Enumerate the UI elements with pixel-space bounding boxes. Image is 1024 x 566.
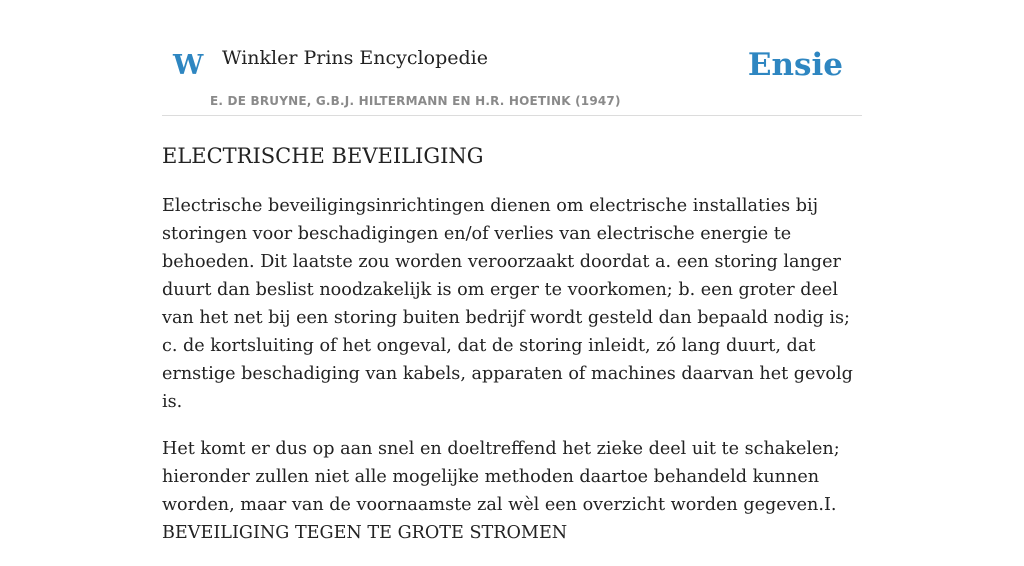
article-title: ELECTRISCHE BEVEILIGING: [162, 144, 484, 168]
source-title[interactable]: Winkler Prins Encyclopedie: [222, 47, 488, 69]
ensie-logo[interactable]: Ensie: [747, 47, 843, 83]
article-paragraph: Electrische beveiligingsinrichtingen dienen om electrische installaties bij storingen voor beschadigingen en/of verlies van electrische energie te behoeden. Dit laatste zou worden veroorzaakt doordat a. een storing langer duurt dan beslist noodzakelijk is om erger te voorkomen; b. een groter deel van het net bij een storing buiten bedrijf wordt gesteld dan bepaald nodig is; c. de kortsluiting of het ongeval, dat de storing inleidt, zó lang duurt, dat ernstige beschadiging van kabels, apparaten of machines daarvan het gevolg is.: [162, 196, 853, 412]
winkler-prins-logo[interactable]: W: [173, 50, 204, 81]
article-paragraph: Het komt er dus op aan snel en doeltreffend het zieke deel uit te schakelen; hieronder zullen niet alle mogelijke methoden daartoe behandeld kunnen worden, maar van de voornaamste zal wèl een overzicht worden gegeven.I. BEVEILIGING TEGEN TE GROTE STROMEN: [162, 439, 840, 543]
source-authors: E. DE BRUYNE, G.B.J. HILTERMANN EN H.R. HOETINK (1947): [210, 94, 621, 108]
header: [162, 0, 862, 116]
article-body: [162, 192, 866, 566]
